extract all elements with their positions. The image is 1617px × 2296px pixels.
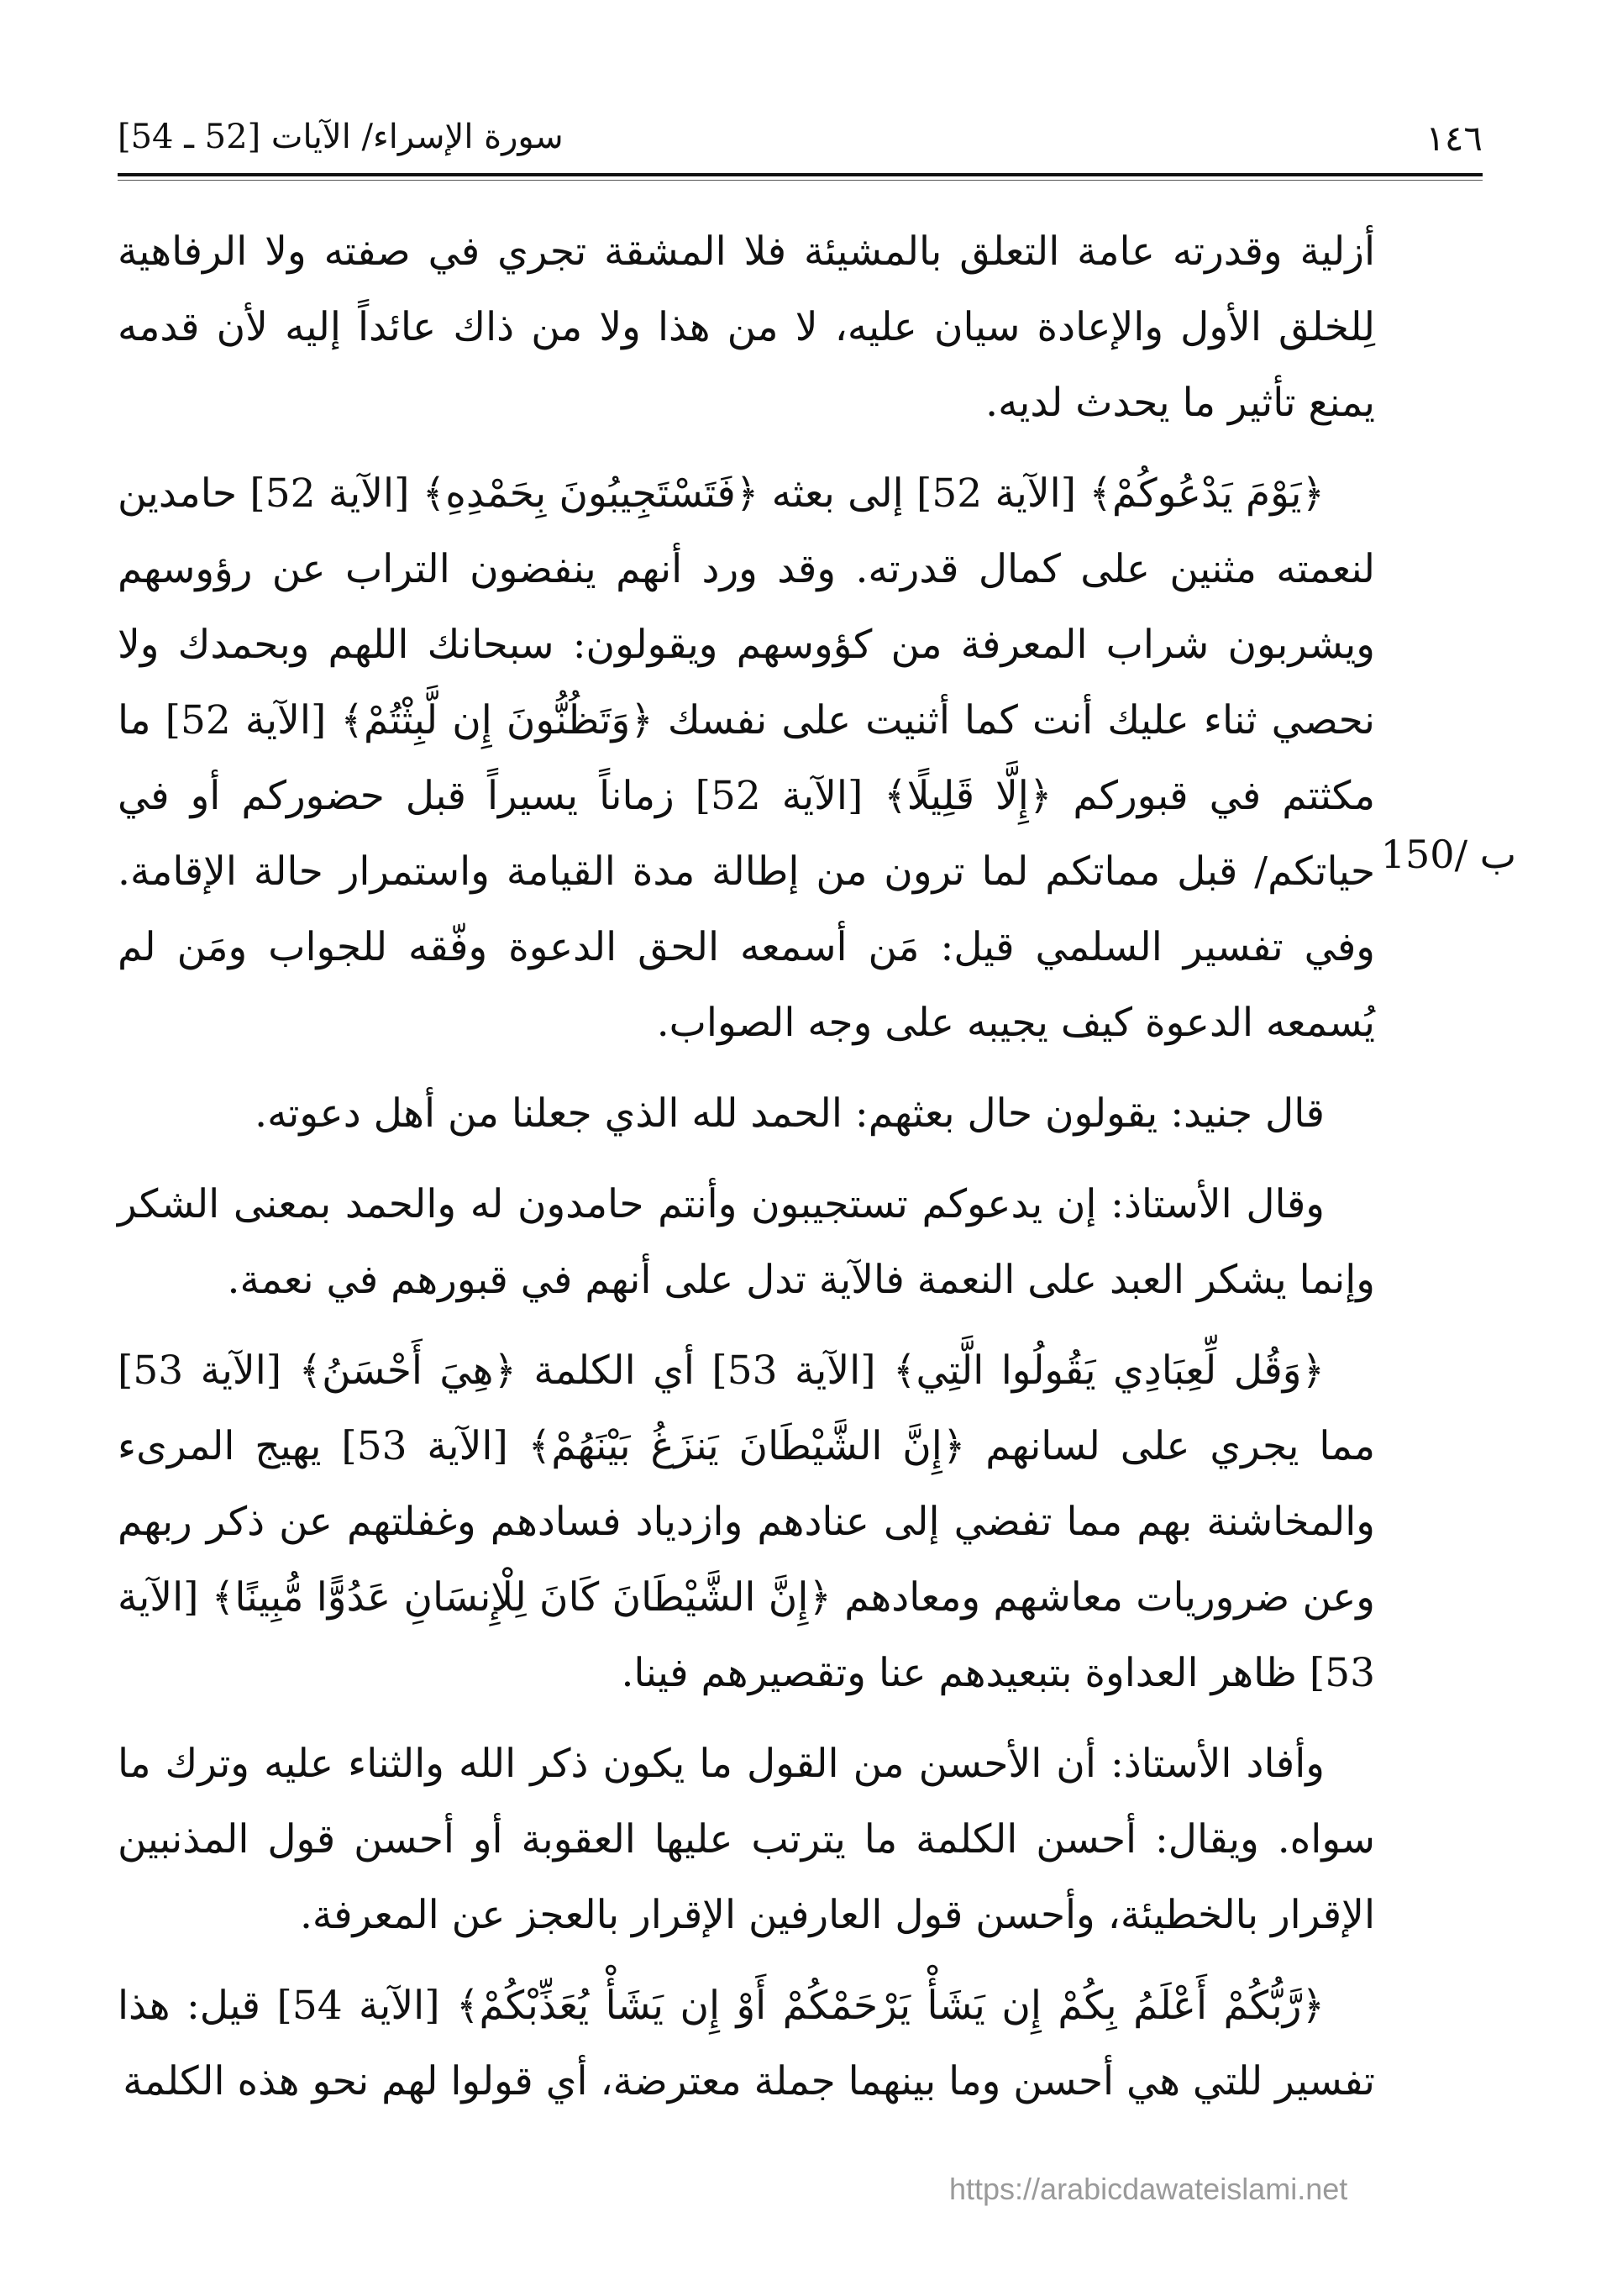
paragraph-6: وأفاد الأستاذ: أن الأحسن من القول ما يكون ذكر الله والثناء عليه وترك ما سواه. ويقال: أحسن الكلمة ما يترتب عليها العقوبة أو أحسن قول المذنبين الإقرار بالخطيئة، وأحسن قول العارفين الإقرار بالعجز عن المعرفة. [118, 1741, 1375, 1938]
paragraph-1: أزلية وقدرته عامة التعلق بالمشيئة فلا المشقة تجري في صفته ولا الرفاهية لِلخلق الأول والإعادة سيان عليه، لا من هذا ولا من ذاك عائداً إليه لأن قدمه يمنع تأثير ما يحدث لديه. [118, 229, 1376, 426]
page-number: ١٤٦ [1425, 118, 1483, 159]
page-header [118, 118, 1483, 168]
paragraph-7: ﴿رَّبُّكُمْ أَعْلَمُ بِكُمْ إِن يَشَأْ يَرْحَمْكُمْ أَوْ إِن يَشَأْ يُعَذِّبْكُمْ﴾ [الآية 54] قيل: هذا تفسير للتي هي أحسن وما بينهما جملة معترضة، أي قولوا لهم نحو هذه الكلمة [118, 1983, 1375, 2104]
running-title: سورة الإسراء/ الآيات [52 ـ 54] [118, 118, 564, 156]
paragraph-4: وقال الأستاذ: إن يدعوكم تستجيبون وأنتم حامدون له والحمد بمعنى الشكر وإنما يشكر العبد على النعمة فالآية تدل على أنهم في قبورهم في نعمة. [118, 1181, 1375, 1303]
paragraph-3: قال جنيد: يقولون حال بعثهم: الحمد لله الذي جعلنا من أهل دعوته. [255, 1090, 1325, 1137]
header-rule-thin [118, 180, 1483, 181]
watermark-url: https://arabicdawateislami.net [949, 2172, 1348, 2206]
body-text [118, 214, 1375, 2162]
margin-folio-note: 150/ ب [1380, 832, 1516, 877]
paragraph-5: ﴿وَقُل لِّعِبَادِي يَقُولُوا الَّتِي﴾ [الآية 53] أي الكلمة ﴿هِيَ أَحْسَنُ﴾ [الآية 53] مما يجري على لسانهم ﴿إِنَّ الشَّيْطَانَ يَنزَغُ بَيْنَهُمْ﴾ [الآية 53] يهيج المرىء والمخاشنة بهم مما تفضي إلى عنادهم وازدياد فسادهم وغفلتهم عن ذكر ربهم وعن ضروريات معاشهم ومعادهم ﴿إِنَّ الشَّيْطَانَ كَانَ لِلْإِنسَانِ عَدُوًّا مُّبِينًا﴾ [الآية 53] ظاهر العداوة بتبعيدهم عنا وتقصيرهم فينا. [118, 1348, 1375, 1696]
paragraph-2: ﴿يَوْمَ يَدْعُوكُمْ﴾ [الآية 52] إلى بعثه ﴿فَتَسْتَجِيبُونَ بِحَمْدِهِ﴾ [الآية 52] حامدين لنعمته مثنين على كمال قدرته. وقد ورد أنهم ينفضون التراب عن رؤوسهم ويشربون شراب المعرفة من كؤوسهم ويقولون: سبحانك اللهم وبحمدك ولا نحصي ثناء عليك أنت كما أثنيت على نفسك ﴿وَتَظُنُّونَ إِن لَّبِثْتُمْ﴾ [الآية 52] ما مكثتم في قبوركم ﴿إِلَّا قَلِيلًا﴾ [الآية 52] زماناً يسيراً قبل حضوركم أو في حياتكم/ قبل مماتكم لما ترون من إطالة مدة القيامة واستمرار حالة الإقامة. وفي تفسير السلمي قيل: مَن أسمعه الحق الدعوة وفّقه للجواب ومَن لم يُسمعه الدعوة كيف يجيبه على وجه الصواب. [118, 470, 1376, 1046]
header-rule [118, 173, 1483, 176]
